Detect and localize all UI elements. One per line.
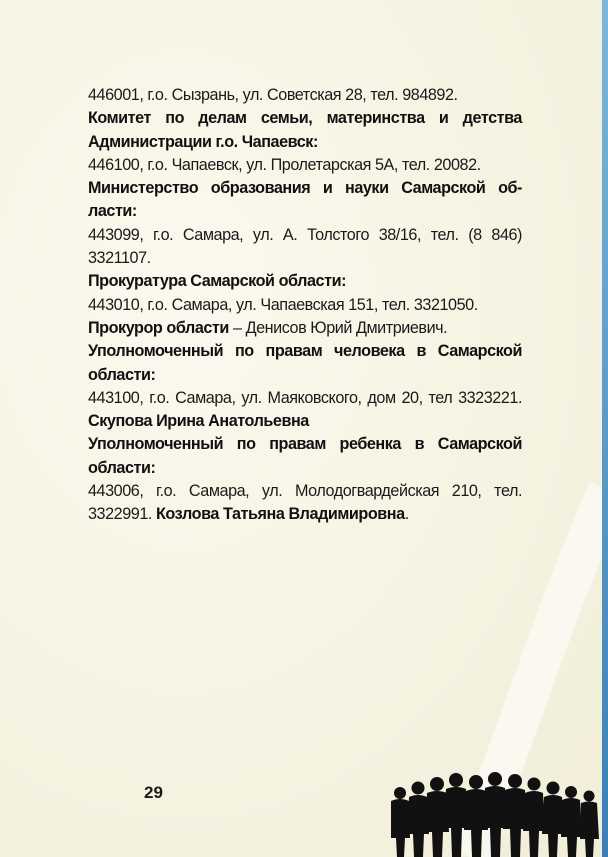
body-text: .: [404, 505, 409, 524]
bold-text: Комитет по делам семьи, материнства и детства Администрации г.о. Чапаевск:: [88, 109, 522, 151]
contact-paragraph: [88, 387, 522, 434]
bold-text: Прокуратура Самарской области:: [88, 272, 347, 291]
bold-text: Прокурор области: [88, 318, 229, 337]
contact-paragraph: [88, 224, 522, 271]
body-text: 443010, г.о. Самара, ул. Чапаевская 151, тел. 3321050.: [88, 295, 478, 314]
contact-paragraph: [88, 270, 522, 293]
body-text: 446001, г.о. Сызрань, ул. Советская 28, тел. 984892.: [88, 86, 458, 104]
contact-paragraph: [88, 340, 522, 387]
body-text: 443099, г.о. Самара, ул. А. Толстого 38/16, тел. (8 846) 3321107.: [88, 225, 522, 268]
bold-text: Министерство образования и науки Самарской об-ласти:: [88, 179, 522, 221]
people-silhouettes-icon: [382, 768, 608, 857]
page-number: 29: [144, 783, 163, 802]
contact-paragraph: [88, 294, 522, 317]
page-edge-strip: [602, 0, 608, 857]
bold-text: Козлова Татьяна Владимировна: [155, 505, 405, 524]
contact-paragraph: [88, 154, 522, 177]
contact-paragraph: [88, 177, 522, 224]
contact-list: [88, 84, 522, 527]
body-text: – Денисов Юрий Дмитриевич.: [228, 318, 448, 337]
body-text: 443006, г.о. Самара, ул. Молодогвардейская 210, тел. 3322991.: [88, 482, 522, 524]
body-text: 443100, г.о. Самара, ул. Маяковского, дом 20, тел 3323221.: [88, 388, 522, 407]
contact-paragraph: [88, 480, 522, 527]
contact-paragraph: [88, 433, 522, 480]
contact-paragraph: [88, 84, 522, 107]
bold-text: Уполномоченный по правам ребенка в Самарской области:: [88, 435, 522, 477]
body-text: 446100, г.о. Чапаевск, ул. Пролетарская 5А, тел. 20082.: [88, 155, 481, 174]
contact-paragraph: [88, 107, 522, 154]
contact-paragraph: [88, 317, 522, 340]
bold-text: Скупова Ирина Анатольевна: [88, 412, 309, 431]
bold-text: Уполномоченный по правам человека в Самарской области:: [88, 342, 522, 384]
